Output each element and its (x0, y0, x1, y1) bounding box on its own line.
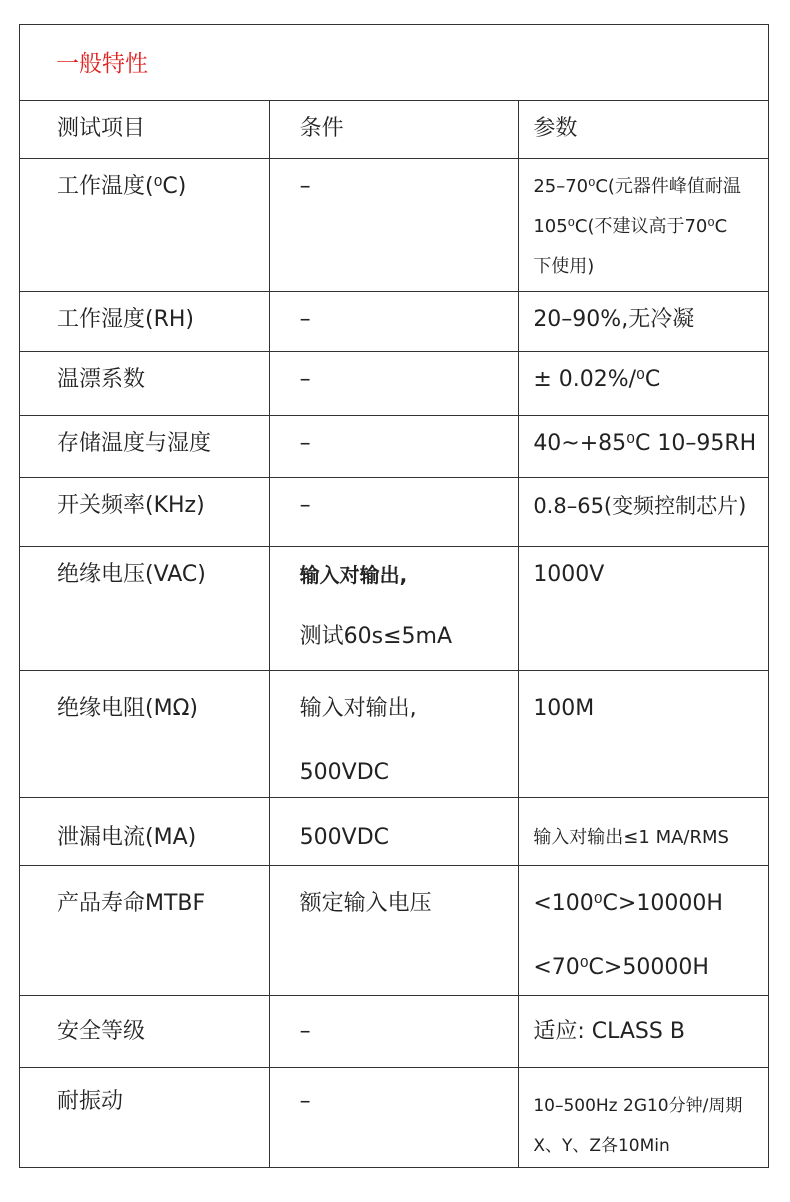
row-condition: – (269, 996, 519, 1068)
condition-line: 500VDC (299, 760, 389, 785)
param-line: 下使用) (533, 256, 595, 277)
row-condition: 500VDC (269, 798, 519, 866)
row-parameter: 0.8–65(变频控制芯片) (519, 478, 769, 547)
row-item: 工作湿度(RH) (20, 292, 270, 352)
title-row (20, 25, 769, 101)
row-item: 安全等级 (20, 996, 270, 1068)
row-parameter (519, 159, 769, 292)
row-condition: – (269, 1068, 519, 1168)
row-item: 绝缘电压(VAC) (20, 547, 270, 671)
param-line: 105⁰C(不建议高于70⁰C (533, 216, 728, 237)
table-row (20, 866, 769, 996)
row-item: 存储温度与湿度 (20, 416, 270, 478)
row-parameter: 20–90%,无冷凝 (519, 292, 769, 352)
row-item: 绝缘电阻(MΩ) (20, 671, 270, 798)
header-parameter: 参数 (519, 101, 769, 159)
row-parameter: 1000V (519, 547, 769, 671)
row-item: 产品寿命MTBF (20, 866, 270, 996)
row-condition: – (269, 478, 519, 547)
header-condition: 条件 (269, 101, 519, 159)
row-parameter: 100M (519, 671, 769, 798)
spec-table-container (19, 24, 769, 1168)
condition-line: 输入对输出, (299, 563, 408, 587)
row-item: 耐振动 (20, 1068, 270, 1168)
table-row (20, 159, 769, 292)
param-line: 25–70⁰C(元器件峰值耐温 (533, 176, 741, 197)
row-parameter (519, 866, 769, 996)
condition-line: 测试60s≤5mA (299, 624, 453, 649)
row-item: 泄漏电流(MA) (20, 798, 270, 866)
table-title: 一般特性 (56, 51, 148, 77)
table-row (20, 996, 769, 1068)
header-item: 测试项目 (20, 101, 270, 159)
param-line: X、Y、Z各10Min (533, 1136, 670, 1156)
row-condition: 额定输入电压 (269, 866, 519, 996)
row-item: 开关频率(KHz) (20, 478, 270, 547)
table-row (20, 547, 769, 671)
row-condition: – (269, 292, 519, 352)
row-condition: – (269, 352, 519, 416)
param-line: <70⁰C>50000H (533, 955, 709, 980)
row-condition: – (269, 416, 519, 478)
row-condition (269, 547, 519, 671)
spec-table (19, 24, 769, 1168)
row-parameter: 输入对输出≤1 MA/RMS (519, 798, 769, 866)
table-row (20, 1068, 769, 1168)
header-row (20, 101, 769, 159)
row-parameter (519, 1068, 769, 1168)
row-condition: – (269, 159, 519, 292)
table-row (20, 416, 769, 478)
row-condition (269, 671, 519, 798)
table-row (20, 292, 769, 352)
table-row (20, 798, 769, 866)
row-parameter: 40~+85⁰C 10–95RH (519, 416, 769, 478)
table-row (20, 478, 769, 547)
title-cell (20, 25, 769, 101)
row-item: 温漂系数 (20, 352, 270, 416)
table-row (20, 671, 769, 798)
row-item: 工作温度(⁰C) (20, 159, 270, 292)
row-parameter: 适应: CLASS B (519, 996, 769, 1068)
param-line: 10–500Hz 2G10分钟/周期 (533, 1096, 743, 1116)
row-parameter: ± 0.02%/⁰C (519, 352, 769, 416)
condition-line: 输入对输出, (299, 696, 417, 721)
param-line: <100⁰C>10000H (533, 891, 723, 916)
table-row (20, 352, 769, 416)
